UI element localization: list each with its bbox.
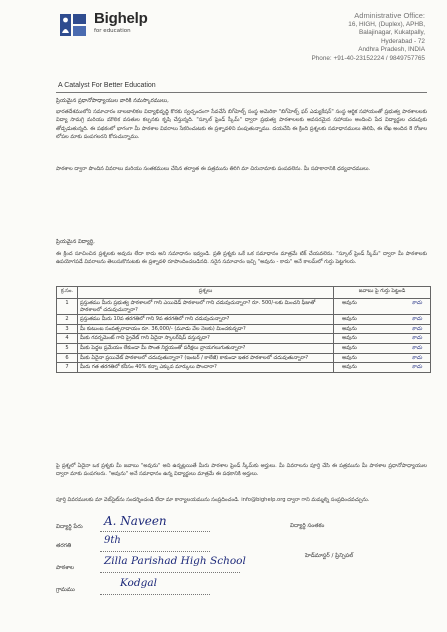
office-title: Administrative Office: [354,11,425,20]
student-name-label: విద్యార్థి పేరు [56,524,83,530]
table-row [57,363,431,373]
answer-yes[interactable]: అవును [342,300,357,306]
instructions-paragraph: ఈ క్రింద సూచించిన ప్రశ్నలకు అవును లేదా కాదు అని సమాధానం ఇవ్వండి. ప్రతి ప్రశ్నకు ఒకే ఒక సమాధానం మాత్రమే టిక్ చేయవలెను. "స్కూల్ ఫ్రెండ్ స్కీమ్" ద్వారా మీ పాఠశాలకు ఉపయోగపడే వివరాలను తెలుసుకొనుటకు ఈ ప్రశ్నావళి రూపొందించబడినది. సరైన సమాచారం ఇచ్చి "అవును - కాదు" అనే కాలమ్‌లో గుర్తు పెట్టగలరు. [56,251,427,266]
answer-yes[interactable]: అవును [342,335,357,342]
answer-yes[interactable]: అవును [342,354,357,361]
answer-yes[interactable]: అవును [342,364,357,371]
answer-yes[interactable]: అవును [342,325,357,332]
answer-no[interactable]: కాదు [412,335,422,342]
row-question: ప్రస్తుతము మీరు ప్రభుత్వ పాఠశాలలో గాని ఎయిడెడ్ పాఠశాలలో గాని చదువుచున్నారా? రూ. 500/-లకు మించని ఫీజుతో పాఠశాలలో చదువుచున్నారా? [78,299,334,315]
row-number: 5 [57,343,78,353]
tagline: A Catalyst For Better Education [58,82,156,89]
header-divider [56,92,427,93]
row-number: 1 [57,299,78,315]
answer-no[interactable]: కాదు [412,354,422,361]
student-salutation: ప్రియమైన విద్యార్థి, [56,239,95,245]
table-row [57,324,431,334]
answer-no[interactable]: కాదు [412,300,422,306]
answer-no[interactable]: కాదు [412,364,422,371]
column-header-number: క్ర.సం. [57,287,78,299]
village-label: గ్రామము [56,587,75,593]
brand-subtitle: for education [94,28,131,34]
school-line [100,572,240,573]
class-line [100,551,210,552]
student-name-value[interactable]: A. Naveen [104,514,167,528]
questionnaire-table [56,286,431,373]
table-row [57,315,431,325]
row-question: మీకు పెద్దల ప్రమేయం లేకుండా మీ సొంత నిర్ణయంతో పరీక్షలు వ్రాయగలుగుతున్నారా? [78,343,334,353]
table-row [57,343,431,353]
village-line [100,594,210,595]
school-label: పాఠశాల [56,565,74,571]
bighelp-logo-icon [58,12,88,38]
answer-yes[interactable]: అవును [342,344,357,351]
class-value[interactable]: 9th [104,535,121,546]
column-header-question: ప్రశ్నలు [78,287,334,299]
village-value[interactable]: Kodgal [120,577,157,589]
headmaster-label: హెడ్‌మాస్టర్ / ప్రిన్సిపల్ [305,553,354,559]
signature-label: విద్యార్థి సంతకం [290,523,325,529]
school-value[interactable]: Zilla Parishad High School [104,555,246,567]
row-question: మీకు ఏదైనా ప్రయివేట్ పాఠశాలలో చదువుతున్నారా? (ఇంటర్ / కాలేజీ) కాకుండా ఇతర పాఠశాలలో చదువుతున్నారా? [78,353,334,363]
table-row [57,334,431,344]
contact-paragraph: పూర్తి వివరములకు మా వెబ్‌సైట్‌ను సందర్శించండి లేదా మా కార్యాలయమును సంప్రదించండి. info@bighelp.org ద్వారా గాని మమ్మల్ని సంప్రదించవచ్చును. [56,497,370,503]
table-header-row [57,287,431,299]
row-number: 7 [57,363,78,373]
name-line [100,531,210,532]
office-line: Andhra Pradesh, INDIA [358,46,425,54]
answer-no[interactable]: కాదు [412,344,422,351]
column-header-answer: జవాబు పై గుర్తు పెట్టండి [334,287,431,299]
answer-yes[interactable]: అవును [342,316,357,323]
row-number: 4 [57,334,78,344]
row-question: మీరు గత తరగతిలో కనీసం 40% కన్నా ఎక్కువ మార్కులు పొందారా? [78,363,334,373]
row-question: మీకు గవర్నమెంట్ గాని ప్రైవేట్ గాని ఏదైనా స్కాలర్‌షిప్ వస్తున్నదా? [78,334,334,344]
intro-paragraph: భారతదేశములోని సమాచారం బాలబాలికల విద్యాభివృద్ధి కొరకు స్వచ్ఛందంగా సేవచేసే బిగ్‌హెల్ప్ సంస్థ అమెరికా "బిగ్‌హెల్ప్ ఫర్ ఎడ్యుకేషన్" సంస్థ ఆర్థిక సహాయంతో ప్రభుత్వ పాఠశాలలకు విద్యా సామగ్రి మరియు మౌలిక వసతుల కల్పనకు కృషి చేస్తున్నది. "స్కూల్ ఫ్రెండ్ స్కీమ్" ద్వారా ప్రభుత్వ పాఠశాలలకు అవసరమైన సహాయం అందించి పేద విద్యార్థుల చదువుకు తోడ్పడుతున్నది. ఈ పథకంలో భాగంగా మీ పాఠశాల వివరాలు సేకరించుటకు ఈ ప్రశ్నావళిని పంపుతున్నాము. దయచేసి ఈ క్రింది ప్రశ్నలకు సమాధానములు తెలిపి, ఈ లేఖ అందిన 8 రోజుల లోపల మాకు పంపగలరని కోరుచున్నాము. [56,109,427,141]
note-paragraph: పై ప్రశ్నలో ఏదైనా ఒక ప్రశ్నకు మీ జవాబు "అవును" అని ఉన్నట్లయితే మీరు పాఠశాల ఫ్రెండ్ స్కీమ్‌కు అర్హులు. మీ వివరాలను పూర్తి చేసి ఈ పత్రమును మీ పాఠశాల ప్రధానోపాధ్యాయుల ద్వారా మాకు పంపగలరు. "అవును" అనే సమాధానం ఉన్న విద్యార్థులు మాత్రమే ఈ పథకానికి అర్హులు. [56,463,427,478]
row-question: ప్రస్తుతము మీరు 10వ తరగతిలో గాని 9వ తరగతిలో గాని చదువుచున్నారా? [78,315,334,325]
table-row [57,353,431,363]
table-row [57,299,431,315]
row-number: 2 [57,315,78,325]
brand-name: Bighelp [94,10,148,27]
office-address [255,12,425,64]
office-phone: Phone: +91-40-23152224 / 9849757765 [311,54,425,62]
answer-no[interactable]: కాదు [412,325,422,332]
intro-paragraph-2: పాఠశాల ద్వారా పొందిన వివరాలు మరియు సంతకములు చేసిన తర్వాత ఈ పత్రమును తిరిగి మా చిరునామాకు పంపవలెను. మీ సహకారానికి ధన్యవాదములు. [56,166,371,172]
answer-no[interactable]: కాదు [412,316,422,323]
salutation: ప్రియమైన ప్రధానోపాధ్యాయుల వారికి నమస్కారములు, [56,98,169,104]
class-label: తరగతి [56,543,72,549]
office-line: Hyderabad - 72 [380,37,425,45]
office-line: Balajinagar, Kukatpally, [359,29,425,37]
row-number: 3 [57,324,78,334]
office-line: 16, HIGH, (Duplex), APHB, [348,20,425,28]
row-number: 6 [57,353,78,363]
row-question: మీ కుటుంబ సంవత్సరాదాయం రూ. 36,000/- (మూడు వేల నెలకు) మించకున్నదా? [78,324,334,334]
